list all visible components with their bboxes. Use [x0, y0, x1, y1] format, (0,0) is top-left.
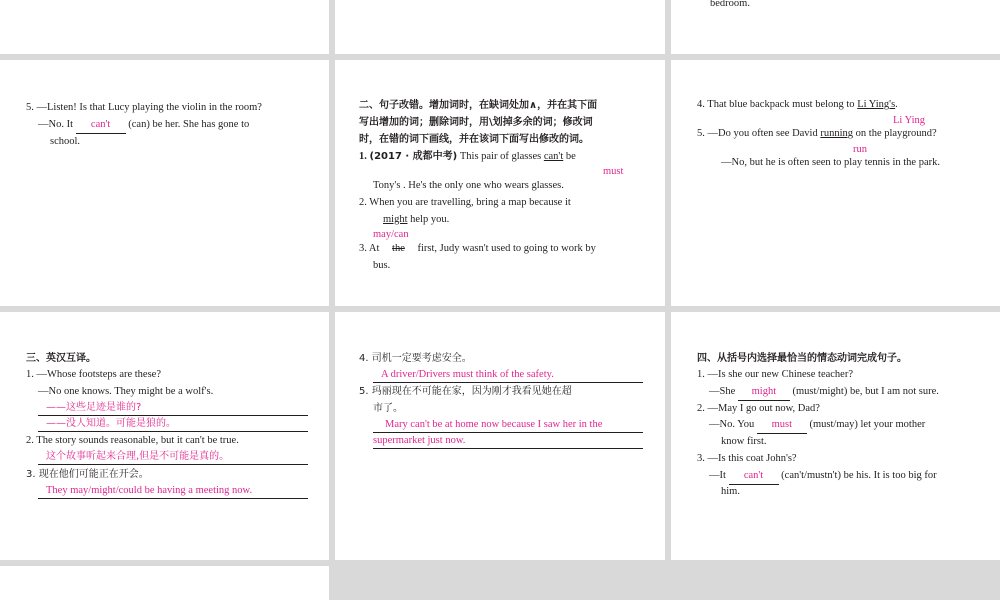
error-word: running	[820, 128, 854, 139]
question-2-c: know first.	[721, 436, 767, 447]
question-1	[359, 149, 576, 165]
answer-line: supermarket just now.	[373, 434, 643, 449]
answer-line: ——没人知道。可能是狼的。	[38, 417, 308, 432]
text: —No. You	[709, 419, 755, 430]
correction: may/can	[373, 229, 409, 240]
page-panel-top-mid	[335, 0, 665, 54]
question-2: 2. —May I go out now, Dad?	[697, 403, 820, 414]
question-5	[697, 126, 937, 142]
question-4: 4. 司机一定要考虑安全。	[359, 353, 472, 364]
error-word: can't	[543, 151, 564, 162]
text: (must/might) be, but I am not sure.	[792, 386, 939, 397]
text: —No. It	[38, 119, 73, 130]
answer-blank: can't	[76, 117, 126, 134]
answer-blank: can't	[729, 468, 779, 485]
correction: run	[853, 144, 867, 155]
page-panel-r1-mid	[335, 60, 665, 306]
deleted-word: the	[392, 243, 405, 254]
question-5-line2: —No, but he is often seen to play tennis in the park.	[721, 157, 940, 168]
text: —It	[709, 470, 726, 481]
question-3: 3. —Is this coat John's?	[697, 453, 797, 464]
question-2: 2. When you are travelling, bring a map because it	[359, 197, 571, 208]
section-heading: 三、英汉互译。	[26, 353, 96, 364]
question-5-line3: school.	[50, 136, 81, 147]
question-5: 5. 玛丽现在不可能在家，因为刚才我看见她在超	[359, 386, 572, 397]
page-panel-r1-left	[0, 60, 329, 306]
section-heading: 二、句子改错。增加词时，在缺词处加∧，并在其下面	[359, 100, 598, 111]
text: help you.	[410, 214, 450, 225]
question-1: 1. —Is she our new Chinese teacher?	[697, 369, 853, 380]
correction: must	[603, 166, 624, 177]
question-2: 2. The story sounds reasonable, but it can't be true.	[26, 435, 239, 446]
question-1-b	[709, 384, 939, 401]
text: first, Judy wasn't used to going to work by	[417, 243, 596, 254]
question-3-b	[709, 468, 937, 485]
page-panel-bottom-left	[0, 566, 329, 600]
source-tag: (2017 · 成都中考)	[369, 151, 458, 162]
text: This pair of glasses	[459, 151, 542, 162]
correction: Li Ying	[893, 115, 925, 126]
answer-blank: must	[757, 417, 807, 434]
text: (must/may) let your mother	[809, 419, 926, 430]
error-word: might	[383, 214, 408, 225]
error-word: Li Ying's	[857, 99, 896, 110]
question-1-line2: Tony's . He's the only one who wears glasses.	[373, 180, 564, 191]
page-panel-r2-left	[0, 312, 329, 560]
section-heading: 时，在错的词下画线，并在该词下面写出修改的词。	[359, 134, 589, 145]
question-5-line: 5. —Listen! Is that Lucy playing the violin in the room?	[26, 102, 262, 113]
question-5-line2	[38, 117, 249, 134]
text: be	[565, 151, 576, 162]
question-3-line2: bus.	[373, 260, 391, 271]
page-panel-r1-right	[671, 60, 1000, 306]
text-line: bedroom.	[710, 0, 750, 9]
question-2-b	[709, 417, 925, 434]
answer-line: A driver/Drivers must think of the safety.	[373, 368, 643, 383]
answer-line: 这个故事听起来合理,但是不可能是真的。	[38, 450, 308, 465]
page-panel-r2-right	[671, 312, 1000, 560]
question-1: 1. —Whose footsteps are these?	[26, 369, 161, 380]
text: (can) be her. She has gone to	[128, 119, 250, 130]
text: 3. At	[359, 243, 380, 254]
answer-line: Mary can't be at home now because I saw her in the	[373, 418, 643, 433]
question-3-c: him.	[721, 486, 740, 497]
page-panel-top-left	[0, 0, 329, 54]
text: on the playground?	[855, 128, 937, 139]
text: (can't/mustn't) be his. It is too big for	[781, 470, 937, 481]
text: 1.	[359, 151, 367, 162]
section-heading: 四、从括号内选择最恰当的情态动词完成句子。	[697, 353, 907, 364]
answer-blank: might	[738, 384, 790, 401]
answer-line: ——这些足迹是谁的?	[38, 401, 308, 416]
question-2-line2	[383, 212, 449, 228]
page-panel-top-right	[671, 0, 1000, 54]
question-1-b: —No one knows. They might be a wolf's.	[38, 386, 214, 397]
text: 5. —Do you often see David	[697, 128, 818, 139]
question-3	[359, 241, 596, 257]
question-4: 4. That blue backpack must belong to Li Ying's.	[697, 99, 898, 110]
question-3: 3. 现在他们可能正在开会。	[26, 469, 149, 480]
answer-line: They may/might/could be having a meeting now.	[38, 484, 308, 499]
text: 4. That blue backpack must belong to	[697, 99, 855, 110]
text: —She	[709, 386, 736, 397]
question-5-line2: 市了。	[373, 403, 403, 414]
section-heading: 写出增加的词；删除词时，用\划掉多余的词；修改词	[359, 117, 593, 128]
page-panel-r2-mid	[335, 312, 665, 560]
